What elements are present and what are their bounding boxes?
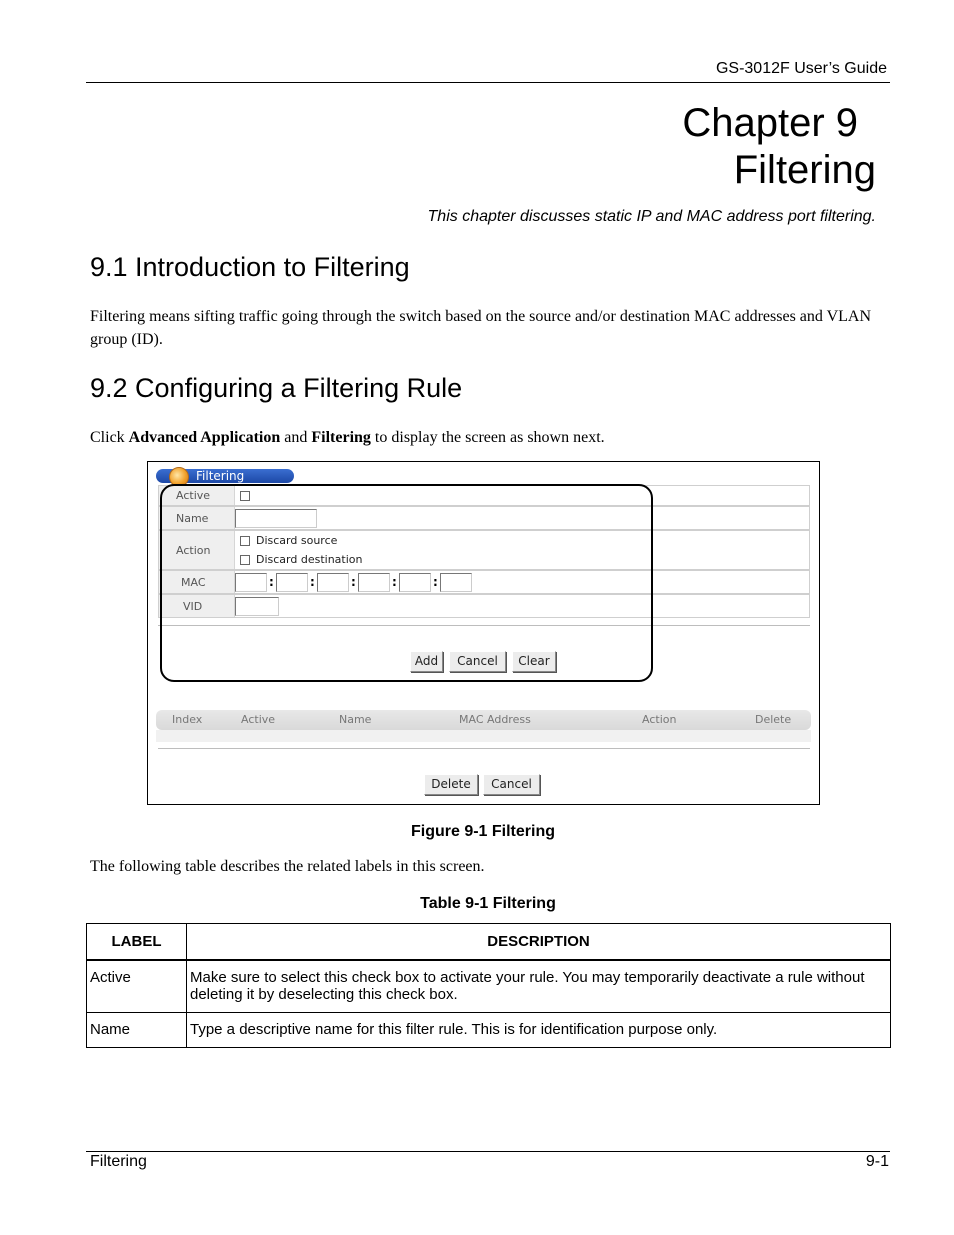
mac-separator: :: [351, 575, 356, 589]
rule-list-header: [156, 710, 811, 730]
running-header: GS-3012F User’s Guide: [715, 60, 887, 77]
section-heading-9-1: 9.1 Introduction to Filtering: [90, 252, 410, 282]
column-header-active: Active: [241, 713, 276, 726]
list-cancel-button[interactable]: Cancel: [483, 774, 540, 795]
table-header-description: DESCRIPTION: [187, 924, 891, 960]
column-header-delete: Delete: [755, 713, 792, 726]
name-label: Name: [176, 512, 209, 525]
delete-button[interactable]: Delete: [424, 774, 478, 795]
table-header-label: LABEL: [87, 924, 187, 960]
chapter-intro: This chapter discusses static IP and MAC address port filtering.: [427, 208, 876, 225]
chapter-number: Chapter 9: [682, 101, 858, 145]
figure-caption: Figure 9-1 Filtering: [410, 823, 555, 840]
table-cell-label: Active: [87, 960, 187, 1013]
filtering-screen-figure: [147, 461, 820, 805]
body-text-prefix: Click: [90, 429, 129, 446]
header-rule: [86, 82, 890, 83]
mac-separator: :: [269, 575, 274, 589]
table-caption: Table 9-1 Filtering: [420, 895, 556, 912]
body-bold-filtering: Filtering: [311, 429, 371, 446]
footer-page-number: 9-1: [865, 1153, 889, 1170]
discard-source-label: Discard source: [256, 534, 338, 547]
table-cell-label: Name: [87, 1013, 187, 1048]
discard-destination-label: Discard destination: [256, 553, 363, 566]
active-label: Active: [176, 489, 211, 502]
table-cell-description: Type a descriptive name for this filter rule. This is for identification purpose only.: [187, 1013, 891, 1048]
body-text-suffix: to display the screen as shown next.: [370, 429, 605, 446]
screen-title: Filtering: [196, 469, 245, 483]
body-bold-advanced-application: Advanced Application: [128, 429, 281, 446]
list-separator: [158, 748, 810, 749]
table-row: [87, 960, 891, 1013]
form-callout-frame: [160, 484, 653, 682]
body-text-mid: and: [280, 429, 312, 446]
column-header-name: Name: [339, 713, 372, 726]
column-header-action: Action: [642, 713, 677, 726]
clear-button[interactable]: Clear: [512, 651, 556, 672]
labels-table: [86, 923, 891, 1048]
add-button[interactable]: Add: [410, 651, 443, 672]
mac-separator: :: [433, 575, 438, 589]
cancel-button[interactable]: Cancel: [449, 651, 506, 672]
table-cell-description: Make sure to select this check box to activate your rule. You may temporarily deactivate a rule without deleting it by deselecting this check box.: [187, 960, 891, 1013]
rule-list-body: [156, 730, 811, 742]
section-heading-9-2: 9.2 Configuring a Filtering Rule: [90, 373, 463, 403]
table-row: [87, 1013, 891, 1048]
vid-label: VID: [183, 600, 203, 613]
mac-separator: :: [310, 575, 315, 589]
action-label: Action: [176, 544, 211, 557]
mac-label: MAC: [181, 576, 206, 589]
section-body-9-1: Filtering means sifting traffic going through the switch based on the source and/or destination MAC addresses and VLAN group (ID).: [90, 308, 872, 348]
footer-chapter-name: Filtering: [90, 1153, 147, 1170]
chapter-title: Filtering: [733, 148, 876, 192]
table-intro: The following table describes the related labels in this screen.: [90, 858, 485, 875]
section-body-9-2: [90, 426, 890, 449]
column-header-index: Index: [172, 713, 203, 726]
footer-rule: [86, 1151, 890, 1152]
column-header-mac-address: MAC Address: [459, 713, 531, 726]
mac-separator: :: [392, 575, 397, 589]
